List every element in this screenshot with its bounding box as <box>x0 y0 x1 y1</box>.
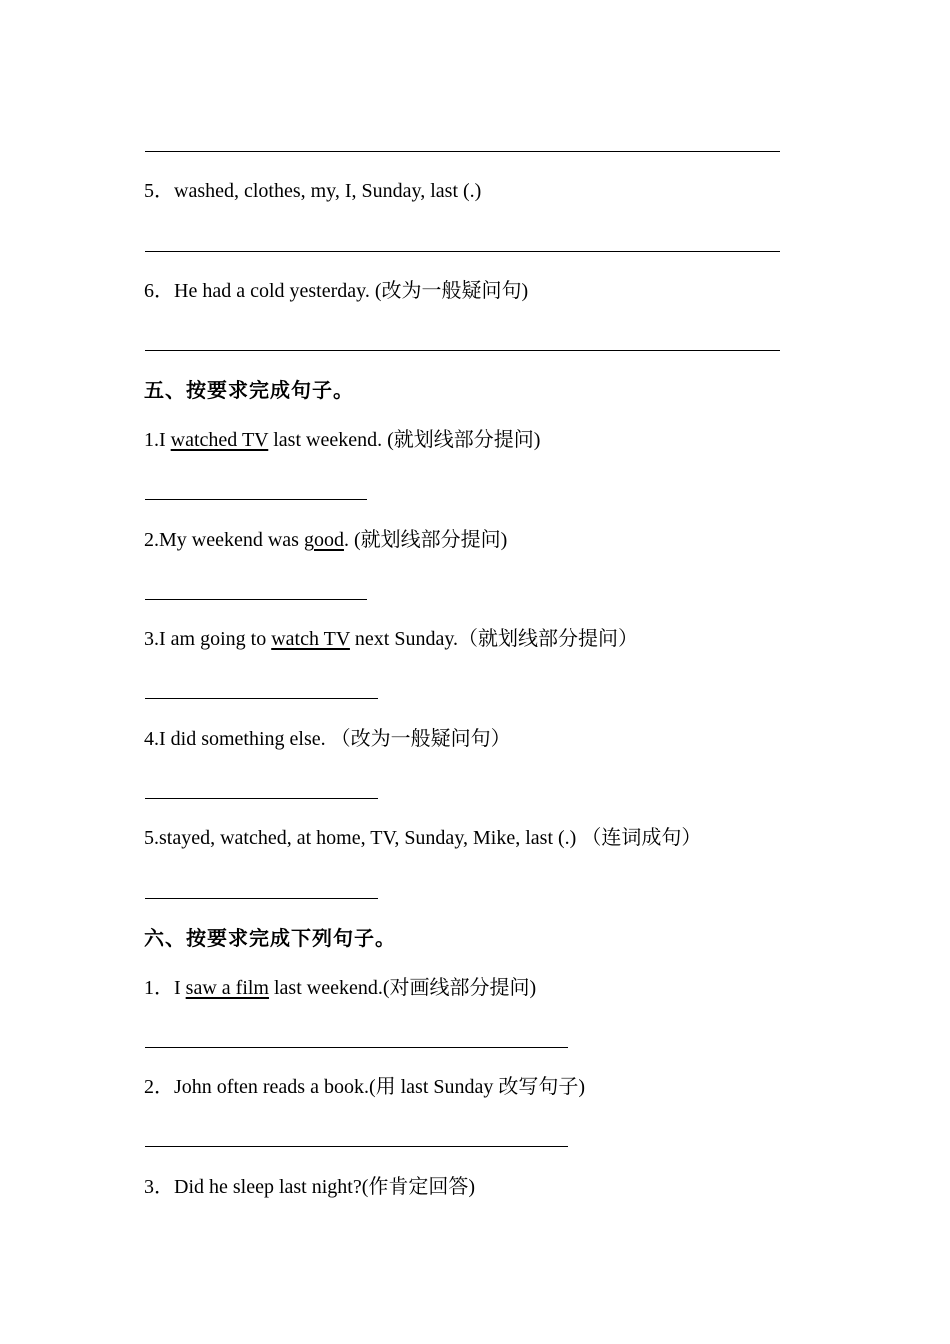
question-s6-3: 3．Did he sleep last night?(作肯定回答) <box>144 1176 476 1198</box>
question-s5-3: 3.I am going to watch TV next Sunday.（就划线部分提问） <box>144 628 639 650</box>
answer-line <box>145 798 378 799</box>
section-5-title: 五、按要求完成句子。 <box>144 378 354 402</box>
question-s6-1: 1．I saw a film last weekend.(对画线部分提问) <box>144 977 537 999</box>
underlined-phrase: watched TV <box>170 429 269 451</box>
answer-line <box>145 251 780 252</box>
answer-line <box>145 599 367 600</box>
question-s5-4: 4.I did something else. （改为一般疑问句） <box>144 728 511 750</box>
question-s5-5: 5.stayed, watched, at home, TV, Sunday, Mike, last (.) （连词成句） <box>144 827 702 849</box>
answer-line <box>145 698 378 699</box>
underlined-phrase: good <box>303 529 344 551</box>
question-s5-2: 2.My weekend was good. (就划线部分提问) <box>144 529 508 551</box>
answer-line <box>145 499 367 500</box>
question-s4-6: 6．He had a cold yesterday. (改为一般疑问句) <box>144 280 529 302</box>
answer-line <box>145 898 378 899</box>
answer-line <box>145 1047 568 1048</box>
question-s4-5: 5．washed, clothes, my, I, Sunday, last (.) <box>144 180 482 202</box>
question-s5-1: 1.I watched TV last weekend. (就划线部分提问) <box>144 429 541 451</box>
underlined-phrase: saw a film <box>185 977 269 999</box>
answer-line <box>145 350 780 351</box>
section-6-title: 六、按要求完成下列句子。 <box>144 926 396 950</box>
underlined-phrase: watch TV <box>271 628 350 650</box>
question-s6-2: 2．John often reads a book.(用 last Sunday 改写句子) <box>144 1076 586 1098</box>
answer-line <box>145 151 780 152</box>
answer-line <box>145 1146 568 1147</box>
